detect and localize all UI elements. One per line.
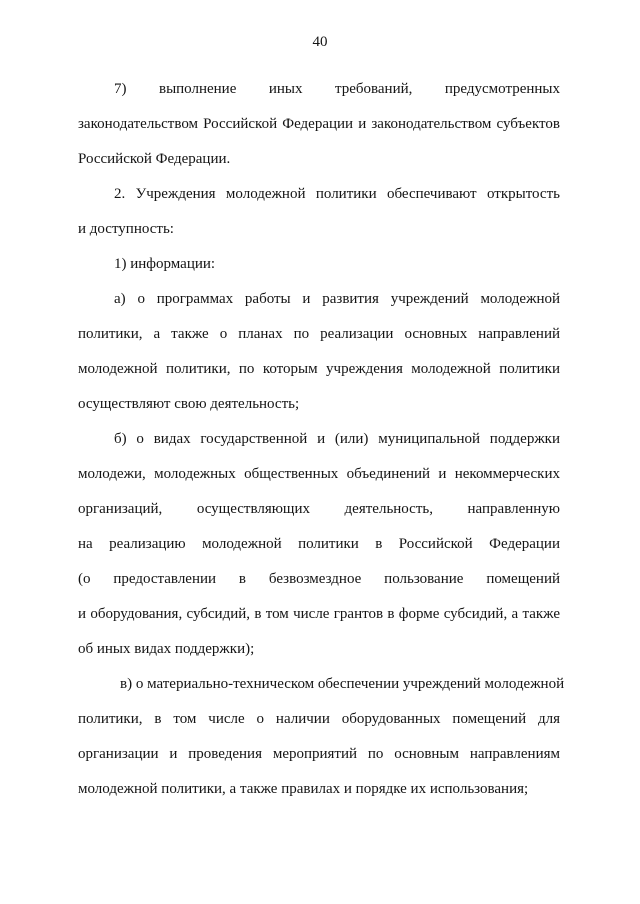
text-line: б) о видах государственной и (или) муниципальной поддержки [114, 431, 560, 447]
text-line: и оборудования, субсидий, в том числе грантов в форме субсидий, а также [78, 606, 560, 622]
text-line: на реализацию молодежной политики в Российской Федерации [78, 536, 560, 552]
text-line: молодежи, молодежных общественных объединений и некоммерческих [78, 466, 560, 482]
text-line: об иных видах поддержки); [78, 641, 255, 657]
text-line: политики, в том числе о наличии оборудованных помещений для [78, 711, 560, 727]
text-line: 1) информации: [114, 256, 216, 272]
text-line: молодежной политики, а также правилах и порядке их использования; [78, 781, 529, 797]
paragraph-subitem-v [78, 667, 565, 807]
text-line: в) о материально-техническом обеспечении учреждений молодежной [120, 676, 565, 692]
text-line: (о предоставлении в безвозмездное пользование помещений [78, 571, 560, 587]
paragraph-section-2 [78, 177, 560, 247]
body-text [78, 72, 565, 807]
text-line: осуществляют свою деятельность; [78, 396, 300, 412]
text-line: политики, а также о планах по реализации основных направлений [78, 326, 560, 342]
paragraph-subitem-a [78, 282, 560, 422]
paragraph-item-1 [78, 247, 560, 282]
text-line: а) о программах работы и развития учреждений молодежной [114, 291, 560, 307]
text-line: и доступность: [78, 221, 174, 237]
paragraph-item-7 [78, 72, 560, 177]
text-line: молодежной политики, по которым учреждения молодежной политики [78, 361, 560, 377]
text-line: законодательством Российской Федерации и законодательством субъектов [78, 116, 560, 132]
text-line: 2. Учреждения молодежной политики обеспечивают открытость [114, 186, 560, 202]
text-line: организации и проведения мероприятий по основным направлениям [78, 746, 560, 762]
text-line: Российской Федерации. [78, 151, 231, 167]
text-line: организаций, осуществляющих деятельность, направленную [78, 501, 560, 517]
paragraph-subitem-b [78, 422, 560, 667]
page-number: 40 [312, 34, 328, 50]
text-line: 7) выполнение иных требований, предусмотренных [114, 81, 560, 97]
